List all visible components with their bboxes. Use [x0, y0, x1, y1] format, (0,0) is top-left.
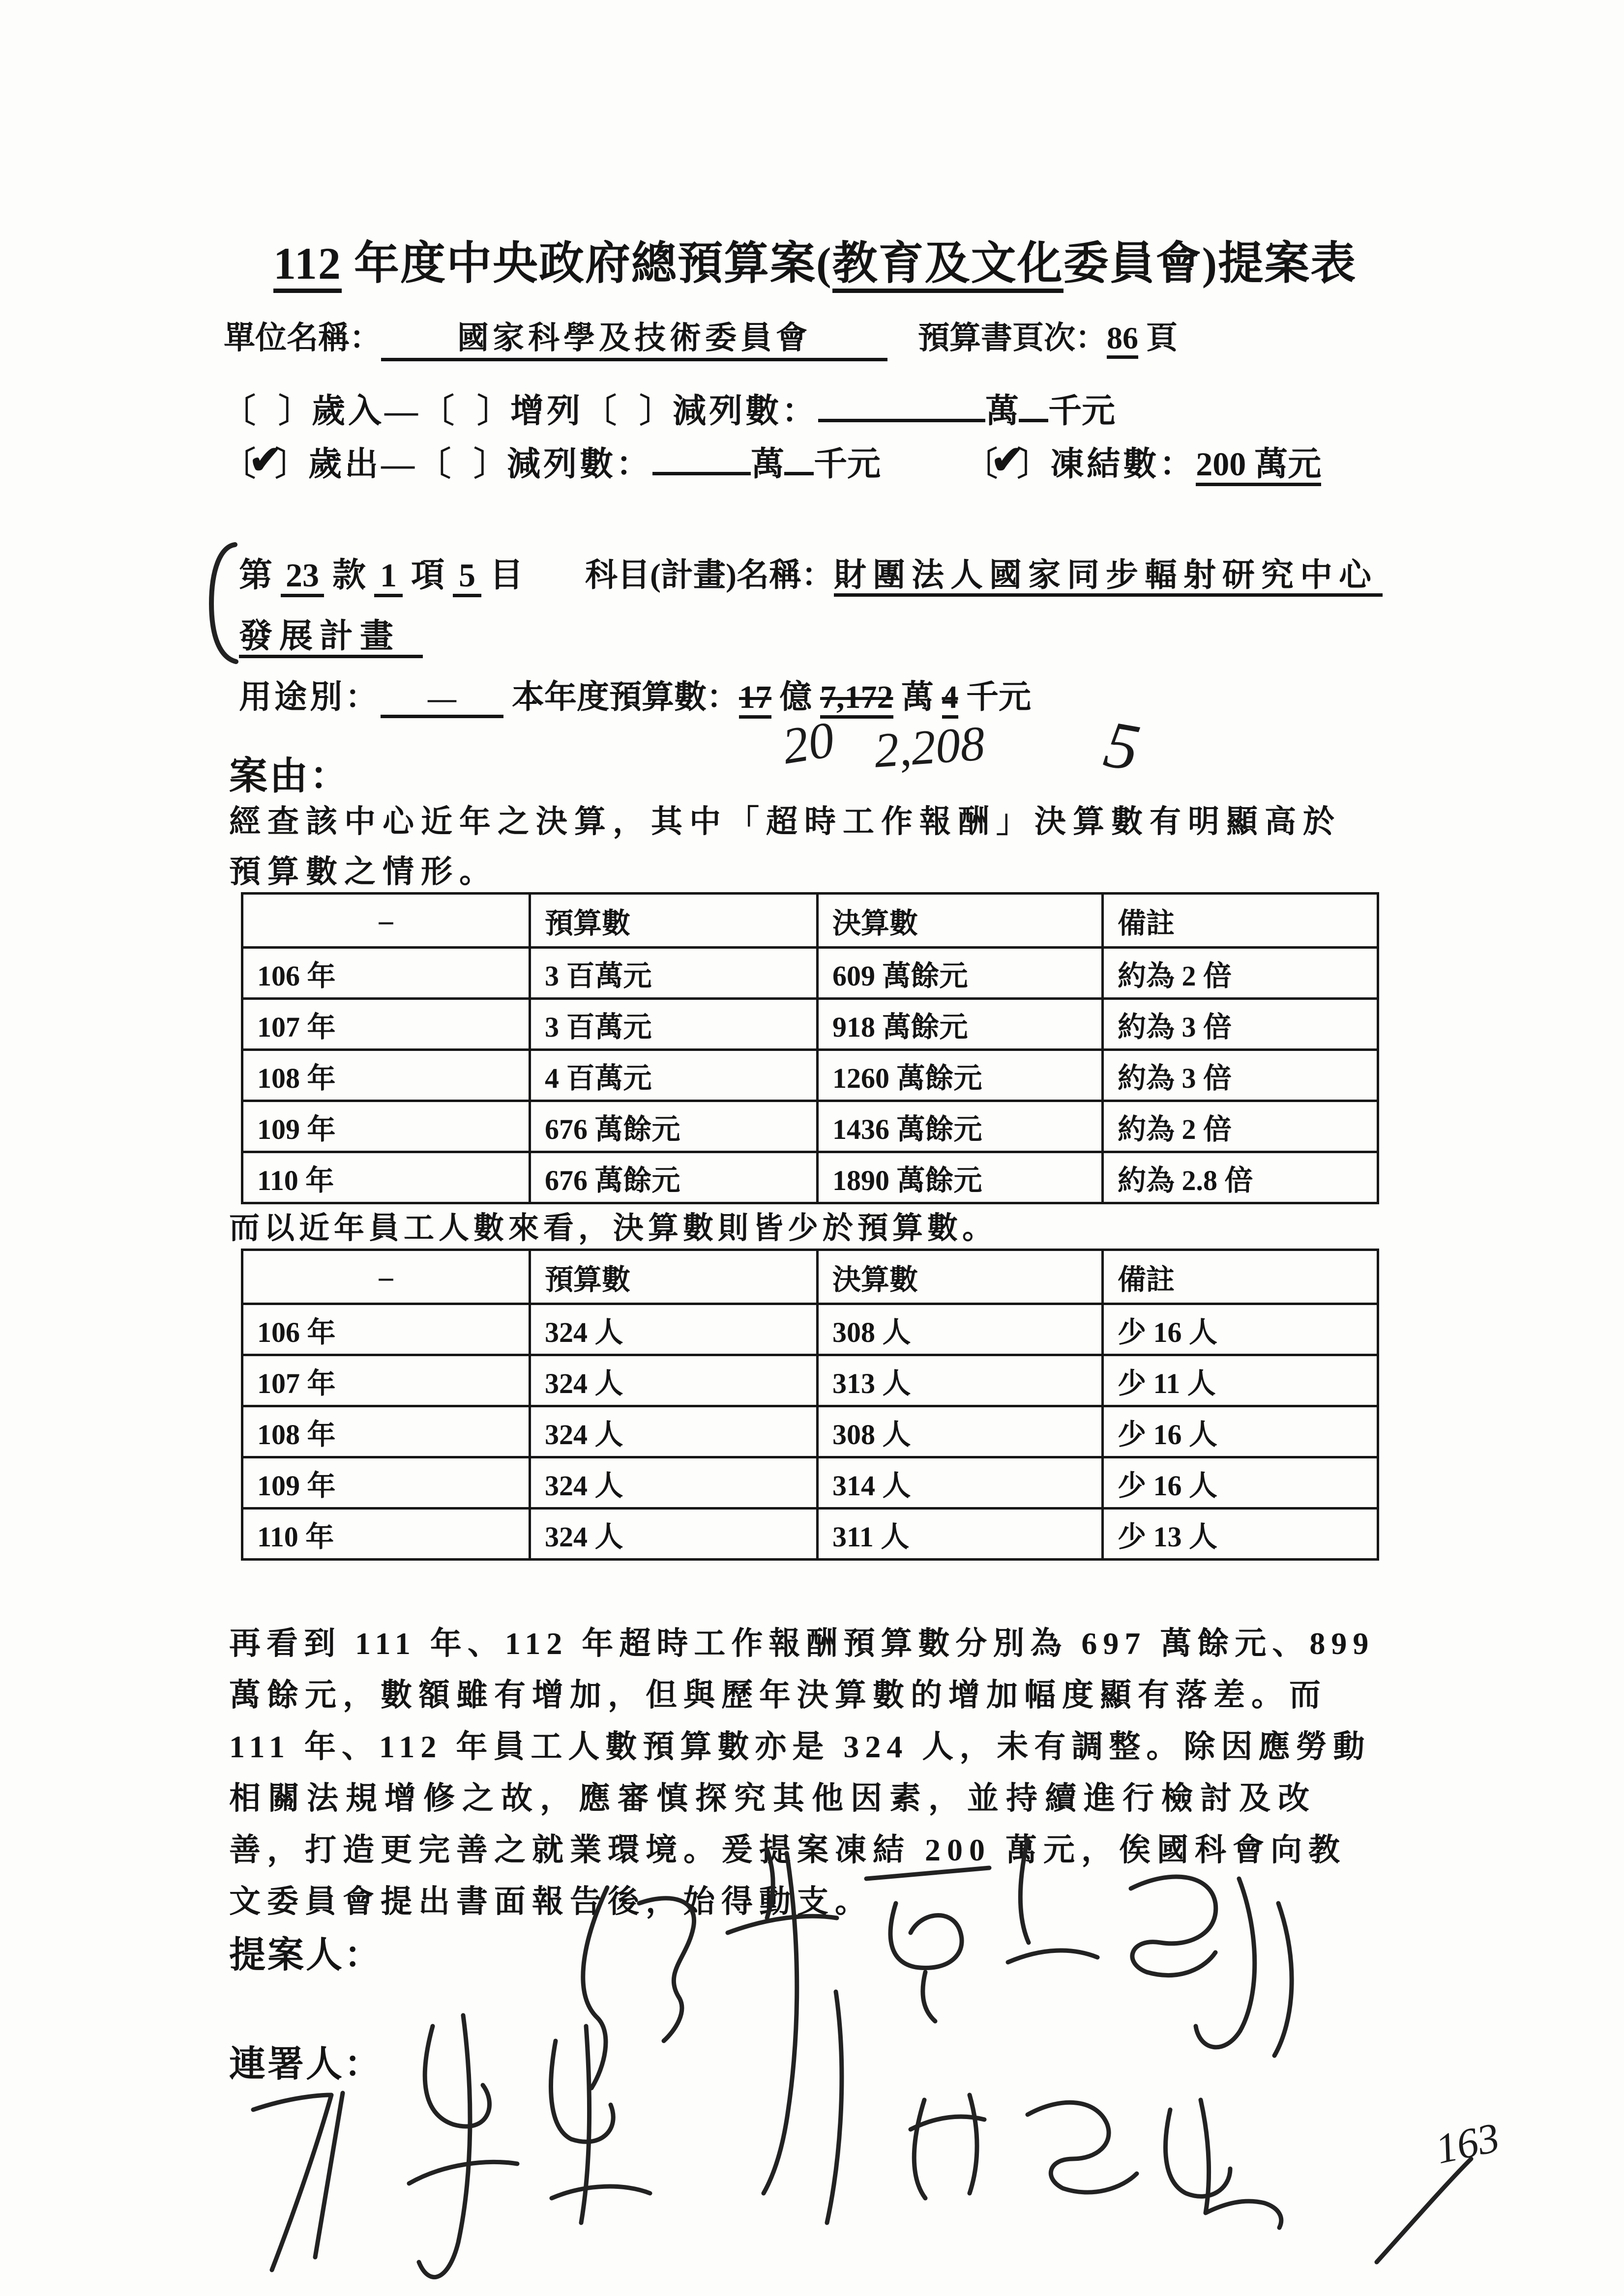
table-row: 110 年 676 萬餘元 1890 萬餘元 約為 2.8 倍: [242, 1152, 1378, 1203]
case-label: 案由：: [229, 755, 351, 797]
paragraph-line: 再看到 111 年、112 年超時工作報酬預算數分別為 697 萬餘元、899: [229, 1626, 1375, 1661]
handwritten-page-number: 163: [1431, 2113, 1504, 2173]
bridge-text: 而以近年員工人數來看，決算數則皆少於預算數。: [229, 1212, 998, 1245]
checkmark-icon: ✔: [991, 439, 1024, 482]
table-row: 107 年 324 人 313 人 少 11 人: [242, 1355, 1378, 1406]
signature-cosigners: [253, 1992, 1471, 2277]
checkbox-decrease: 〔 〕: [583, 392, 673, 430]
table-row: 109 年 324 人 314 人 少 16 人: [242, 1457, 1378, 1509]
amount-qian-struck: 4: [942, 679, 958, 719]
table-row: 109 年 676 萬餘元 1436 萬餘元 約為 2 倍: [242, 1101, 1378, 1152]
expenditure-checkbox-line: 〔✔〕歲出—〔 〕減列數： 萬 千元 〔✔〕凍結數：200 萬元: [222, 437, 1321, 485]
usage-blank: —: [381, 682, 503, 718]
usage-label: 用途別：: [239, 679, 381, 715]
amount-yi-struck: 17: [739, 679, 771, 719]
handwritten-correction-qian: 5: [1099, 707, 1145, 785]
item-xiang: 1: [374, 556, 403, 597]
table-row: 108 年 4 百萬元 1260 萬餘元 約為 3 倍: [242, 1050, 1378, 1101]
header-cell: 預算數: [530, 894, 818, 948]
unit-name-line: 單位名稱： 國家科學及技術委員會 預算書頁次：86 頁: [224, 313, 1178, 361]
freeze-label: 凍結數：: [1050, 445, 1196, 483]
header-cell: –: [242, 1250, 530, 1304]
header-cell: 決算數: [818, 894, 1103, 948]
unit-name-value: 國家科學及技術委員會: [381, 313, 887, 361]
case-line1: 經查該中心近年之決算，其中「超時工作報酬」決算數有明顯高於: [229, 804, 1341, 839]
paragraph-line: 萬餘元，數額雖有增加，但與歷年決算數的增加幅度顯有落差。而: [229, 1678, 1327, 1713]
proposer-label: 提案人：: [229, 1935, 383, 1976]
unit-name-label: 單位名稱：: [224, 320, 381, 355]
handwritten-correction-wan: 2,208: [872, 716, 987, 778]
table-row: 106 年 3 百萬元 609 萬餘元 約為 2 倍: [242, 948, 1378, 999]
plan-name-value2: 發展計畫: [239, 617, 423, 658]
budget-book-page-value: 86: [1107, 320, 1138, 359]
header-cell: 預算數: [530, 1250, 818, 1304]
checkbox-revenue: 〔 〕: [222, 392, 312, 430]
table-row: 107 年 3 百萬元 918 萬餘元 約為 3 倍: [242, 999, 1378, 1050]
paragraph-line: 文委員會提出書面報告後，始得動支。: [229, 1884, 873, 1919]
case-line2: 預算數之情形。: [229, 854, 498, 889]
budget-amount-line: 本年度預算數：17 億 7,172 萬 4 千元: [512, 670, 1031, 717]
plan-name-label: 科目(計畫)名稱：: [585, 557, 834, 593]
page-title: 112 年度中央政府總預算案(教育及文化委員會)提案表: [273, 227, 1357, 292]
paragraph-line: 111 年、112 年員工人數預算數亦是 324 人，未有調整。除因應勞動: [229, 1729, 1371, 1764]
revenue-checkbox-line: 〔 〕歲入—〔 〕增列〔 〕減列數： 萬 千元: [222, 392, 1116, 430]
paragraph-line: 善，打造更完善之就業環境。爰提案凍結 200 萬元，俟國科會向教: [229, 1832, 1346, 1867]
table-row: 110 年 324 人 311 人 少 13 人: [242, 1509, 1378, 1560]
amount-wan-struck: 7,172: [820, 679, 893, 719]
table-row: 106 年 324 人 308 人 少 16 人: [242, 1304, 1378, 1355]
freeze-value: 200 萬元: [1196, 445, 1321, 486]
header-cell: 備註: [1103, 1250, 1378, 1304]
checkbox-cut: 〔 〕: [417, 445, 507, 483]
cosigner-label: 連署人：: [229, 2044, 383, 2085]
budget-amount-label: 本年度預算數：: [512, 679, 739, 715]
checkbox-expenditure-checked: 〔✔〕: [222, 445, 308, 483]
item-number-line: 第 23 款 1 項 5 目: [239, 549, 523, 596]
title-year: 112: [273, 238, 342, 293]
handwritten-correction-yi: 20: [778, 711, 838, 775]
checkbox-increase: 〔 〕: [421, 392, 511, 430]
item-mu: 5: [453, 556, 481, 597]
header-cell: 備註: [1103, 894, 1378, 948]
paragraph-line: 相關法規增修之故，應審慎探究其他因素，並持續進行檢討及改: [229, 1781, 1317, 1816]
header-cell: –: [242, 894, 530, 948]
title-committee: 教育及文化: [832, 238, 1063, 293]
checkmark-icon: ✔: [249, 439, 282, 482]
plan-name-value: 財團法人國家同步輻射研究中心: [834, 557, 1383, 597]
budget-book-page-label: 預算書頁次：: [918, 320, 1107, 355]
item-kuan: 23: [281, 556, 324, 597]
table-row: 108 年 324 人 308 人 少 16 人: [242, 1406, 1378, 1457]
checkbox-freeze-checked: 〔✔〕: [964, 445, 1050, 483]
header-cell: 決算數: [818, 1250, 1103, 1304]
signature-proposer: [583, 1839, 1292, 2193]
